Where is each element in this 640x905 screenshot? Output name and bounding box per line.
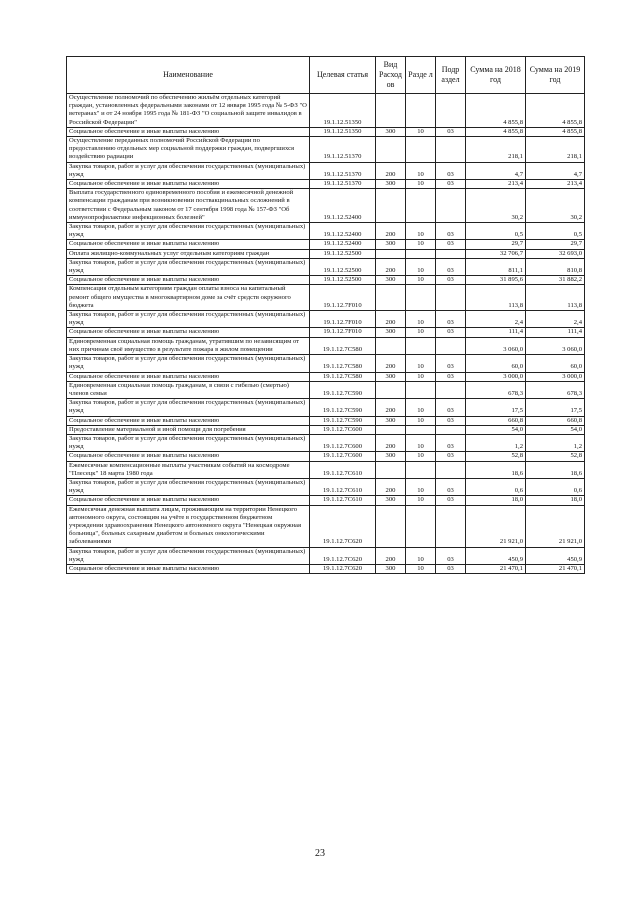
- row-section: 10: [406, 478, 436, 495]
- row-sum-2018: 450,9: [466, 547, 526, 564]
- row-subsection: [436, 285, 466, 311]
- table-row: [67, 547, 585, 564]
- row-sum-2018: 18,6: [466, 461, 526, 478]
- row-subsection: 03: [436, 478, 466, 495]
- table-row: [67, 505, 585, 547]
- row-subsection: 03: [436, 564, 466, 573]
- table-row: [67, 240, 585, 249]
- row-name: Единовременная социальная помощь гражданам, утратившим по независящим от них причинам своё имущество в результате пожара в жилом помещении: [67, 337, 310, 354]
- row-sum-2018: 30,2: [466, 189, 526, 223]
- row-section: [406, 137, 436, 163]
- row-section: [406, 337, 436, 354]
- row-target-code: 19.1.12.7C600: [310, 452, 376, 461]
- row-expense-type: 200: [376, 355, 406, 372]
- row-sum-2018: 811,1: [466, 258, 526, 275]
- row-sum-2019: 111,4: [526, 328, 585, 337]
- row-subsection: 03: [436, 547, 466, 564]
- row-sum-2018: 60,0: [466, 355, 526, 372]
- row-sum-2019: 3 060,0: [526, 337, 585, 354]
- row-expense-type: [376, 137, 406, 163]
- row-sum-2018: 29,7: [466, 240, 526, 249]
- row-sum-2019: 21 921,0: [526, 505, 585, 547]
- row-name: Закупка товаров, работ и услуг для обеспечения государственных (муниципальных) нужд: [67, 547, 310, 564]
- row-expense-type: [376, 381, 406, 398]
- header-target: Целевая статья: [310, 57, 376, 94]
- row-expense-type: 300: [376, 564, 406, 573]
- row-subsection: 03: [436, 399, 466, 416]
- row-subsection: 03: [436, 180, 466, 189]
- table-row: [67, 180, 585, 189]
- row-target-code: 19.1.12.52400: [310, 240, 376, 249]
- row-section: 10: [406, 276, 436, 285]
- row-section: 10: [406, 564, 436, 573]
- row-sum-2019: 52,8: [526, 452, 585, 461]
- row-sum-2019: 4 855,8: [526, 127, 585, 136]
- row-expense-type: [376, 249, 406, 258]
- budget-table: [66, 56, 585, 574]
- row-sum-2019: 17,5: [526, 399, 585, 416]
- table-row: [67, 381, 585, 398]
- row-name: Закупка товаров, работ и услуг для обеспечения государственных (муниципальных) нужд: [67, 399, 310, 416]
- row-subsection: [436, 461, 466, 478]
- row-sum-2019: 678,3: [526, 381, 585, 398]
- row-sum-2018: 52,8: [466, 452, 526, 461]
- row-sum-2019: 31 882,2: [526, 276, 585, 285]
- row-section: [406, 249, 436, 258]
- row-subsection: 03: [436, 328, 466, 337]
- row-section: [406, 285, 436, 311]
- row-section: 10: [406, 355, 436, 372]
- table-row: [67, 189, 585, 223]
- row-target-code: 19.1.12.51370: [310, 162, 376, 179]
- row-sum-2018: 54,0: [466, 425, 526, 434]
- row-target-code: 19.1.12.7C580: [310, 337, 376, 354]
- row-sum-2019: 60,0: [526, 355, 585, 372]
- row-name: Закупка товаров, работ и услуг для обеспечения государственных (муниципальных) нужд: [67, 258, 310, 275]
- row-sum-2019: 54,0: [526, 425, 585, 434]
- row-sum-2018: 218,1: [466, 137, 526, 163]
- row-section: [406, 381, 436, 398]
- row-section: 10: [406, 180, 436, 189]
- row-name: Ежемесячные компенсационные выплаты участникам событий на космодроме "Плесецк" 18 марта 1980 года: [67, 461, 310, 478]
- row-subsection: [436, 425, 466, 434]
- row-subsection: 03: [436, 162, 466, 179]
- row-sum-2018: 3 000,0: [466, 372, 526, 381]
- table-row: [67, 285, 585, 311]
- header-subsection: Подр аздел: [436, 57, 466, 94]
- row-target-code: 19.1.12.52400: [310, 189, 376, 223]
- row-name: Единовременная социальная помощь гражданам, в связи с гибелью (смертью) членов семьи: [67, 381, 310, 398]
- row-expense-type: [376, 285, 406, 311]
- row-target-code: 19.1.12.7C590: [310, 399, 376, 416]
- row-name: Социальное обеспечение и иные выплаты населению: [67, 180, 310, 189]
- row-sum-2018: 32 706,7: [466, 249, 526, 258]
- table-row: [67, 425, 585, 434]
- row-target-code: 19.1.12.51350: [310, 127, 376, 136]
- table-row: [67, 478, 585, 495]
- row-name: Ежемесячная денежная выплата лицам, проживающим на территории Ненецкого автономного округа, состоящим на учёте в государственном бюджетном учреждении здравоохранения Ненецкого автономного округа "Ненецкая окружная больница", больных сахарным диабетом и больных онкологическими заболеваниями: [67, 505, 310, 547]
- row-name: Закупка товаров, работ и услуг для обеспечения государственных (муниципальных) нужд: [67, 434, 310, 451]
- row-expense-type: [376, 337, 406, 354]
- table-row: [67, 337, 585, 354]
- row-sum-2018: 18,0: [466, 496, 526, 505]
- row-section: [406, 461, 436, 478]
- row-section: 10: [406, 162, 436, 179]
- table-row: [67, 434, 585, 451]
- row-subsection: 03: [436, 452, 466, 461]
- table-row: [67, 416, 585, 425]
- row-sum-2018: 3 060,0: [466, 337, 526, 354]
- row-target-code: 19.1.12.7C610: [310, 461, 376, 478]
- row-target-code: 19.1.12.51370: [310, 180, 376, 189]
- row-section: 10: [406, 547, 436, 564]
- row-subsection: [436, 337, 466, 354]
- row-sum-2019: 3 000,0: [526, 372, 585, 381]
- row-subsection: [436, 505, 466, 547]
- row-target-code: 19.1.12.52400: [310, 223, 376, 240]
- table-row: [67, 311, 585, 328]
- table-row: [67, 249, 585, 258]
- row-subsection: 03: [436, 496, 466, 505]
- header-sum-2019: Сумма на 2019 год: [526, 57, 585, 94]
- row-sum-2019: 218,1: [526, 137, 585, 163]
- row-target-code: 19.1.12.51350: [310, 94, 376, 128]
- row-target-code: 19.1.12.7C610: [310, 496, 376, 505]
- row-expense-type: 200: [376, 547, 406, 564]
- row-expense-type: 300: [376, 372, 406, 381]
- row-subsection: 03: [436, 311, 466, 328]
- row-target-code: 19.1.12.7F010: [310, 328, 376, 337]
- row-section: [406, 189, 436, 223]
- row-sum-2018: 21 921,0: [466, 505, 526, 547]
- row-expense-type: 200: [376, 258, 406, 275]
- row-section: 10: [406, 258, 436, 275]
- row-target-code: 19.1.12.51370: [310, 137, 376, 163]
- row-name: Закупка товаров, работ и услуг для обеспечения государственных (муниципальных) нужд: [67, 162, 310, 179]
- row-sum-2019: 18,0: [526, 496, 585, 505]
- table-row: [67, 328, 585, 337]
- table-row: [67, 223, 585, 240]
- row-target-code: 19.1.12.7C590: [310, 381, 376, 398]
- row-sum-2018: 213,4: [466, 180, 526, 189]
- row-subsection: 03: [436, 372, 466, 381]
- table-row: [67, 355, 585, 372]
- table-row: [67, 94, 585, 128]
- table-header-row: [67, 57, 585, 94]
- row-target-code: 19.1.12.7C620: [310, 564, 376, 573]
- row-name: Выплата государственного единовременного пособия и ежемесячной денежной компенсации гражданам при возникновении поствакцинальных осложнений в соответствии с Федеральным законом от 17 сентября 1998 года № 157-ФЗ "Об иммунопрофилактике инфекционных болезней": [67, 189, 310, 223]
- table-row: [67, 564, 585, 573]
- row-sum-2018: 21 470,1: [466, 564, 526, 573]
- row-section: 10: [406, 311, 436, 328]
- row-expense-type: [376, 425, 406, 434]
- row-section: 10: [406, 416, 436, 425]
- row-subsection: [436, 137, 466, 163]
- row-sum-2019: 18,6: [526, 461, 585, 478]
- row-name: Предоставление материальной и иной помощи для погребения: [67, 425, 310, 434]
- row-sum-2018: 0,5: [466, 223, 526, 240]
- row-name: Социальное обеспечение и иные выплаты населению: [67, 372, 310, 381]
- table-row: [67, 276, 585, 285]
- row-name: Осуществление переданных полномочий Российской Федерации по предоставлению отдельных мер социальной поддержки граждан, подвергшихся воздействию радиации: [67, 137, 310, 163]
- row-expense-type: 300: [376, 416, 406, 425]
- row-sum-2018: 113,8: [466, 285, 526, 311]
- table-row: [67, 496, 585, 505]
- row-sum-2019: 0,6: [526, 478, 585, 495]
- row-section: 10: [406, 372, 436, 381]
- row-sum-2018: 678,3: [466, 381, 526, 398]
- row-expense-type: 300: [376, 127, 406, 136]
- row-section: 10: [406, 127, 436, 136]
- header-expense-type: Вид Расход ов: [376, 57, 406, 94]
- row-name: Социальное обеспечение и иные выплаты населению: [67, 240, 310, 249]
- row-target-code: 19.1.12.7C600: [310, 425, 376, 434]
- row-expense-type: 300: [376, 180, 406, 189]
- row-sum-2019: 29,7: [526, 240, 585, 249]
- row-sum-2018: 17,5: [466, 399, 526, 416]
- row-target-code: 19.1.12.7C580: [310, 372, 376, 381]
- row-sum-2018: 31 895,6: [466, 276, 526, 285]
- page-number: 23: [315, 848, 325, 859]
- row-expense-type: 200: [376, 478, 406, 495]
- row-name: Социальное обеспечение и иные выплаты населению: [67, 416, 310, 425]
- row-target-code: 19.1.12.7C620: [310, 505, 376, 547]
- row-sum-2019: 32 693,0: [526, 249, 585, 258]
- row-subsection: [436, 94, 466, 128]
- row-subsection: 03: [436, 223, 466, 240]
- row-subsection: [436, 189, 466, 223]
- row-sum-2019: 113,8: [526, 285, 585, 311]
- row-expense-type: 300: [376, 276, 406, 285]
- row-expense-type: 200: [376, 311, 406, 328]
- row-name: Закупка товаров, работ и услуг для обеспечения государственных (муниципальных) нужд: [67, 355, 310, 372]
- table-row: [67, 399, 585, 416]
- header-section: Разде л: [406, 57, 436, 94]
- row-expense-type: 200: [376, 162, 406, 179]
- row-expense-type: 300: [376, 452, 406, 461]
- row-target-code: 19.1.12.52500: [310, 276, 376, 285]
- row-section: 10: [406, 399, 436, 416]
- row-sum-2018: 1,2: [466, 434, 526, 451]
- row-subsection: 03: [436, 240, 466, 249]
- row-name: Социальное обеспечение и иные выплаты населению: [67, 127, 310, 136]
- row-target-code: 19.1.12.7C600: [310, 434, 376, 451]
- row-target-code: 19.1.12.7C620: [310, 547, 376, 564]
- row-expense-type: 300: [376, 240, 406, 249]
- row-section: [406, 425, 436, 434]
- row-subsection: 03: [436, 434, 466, 451]
- table-row: [67, 127, 585, 136]
- row-sum-2018: 4 855,8: [466, 127, 526, 136]
- table-row: [67, 162, 585, 179]
- row-subsection: 03: [436, 127, 466, 136]
- row-expense-type: 200: [376, 399, 406, 416]
- row-sum-2018: 0,6: [466, 478, 526, 495]
- row-expense-type: [376, 94, 406, 128]
- row-subsection: 03: [436, 355, 466, 372]
- row-section: [406, 505, 436, 547]
- row-name: Закупка товаров, работ и услуг для обеспечения государственных (муниципальных) нужд: [67, 223, 310, 240]
- table-row: [67, 461, 585, 478]
- row-subsection: [436, 381, 466, 398]
- row-sum-2018: 111,4: [466, 328, 526, 337]
- row-name: Социальное обеспечение и иные выплаты населению: [67, 276, 310, 285]
- row-sum-2018: 4,7: [466, 162, 526, 179]
- row-expense-type: 200: [376, 223, 406, 240]
- row-name: Закупка товаров, работ и услуг для обеспечения государственных (муниципальных) нужд: [67, 311, 310, 328]
- header-sum-2018: Сумма на 2018 год: [466, 57, 526, 94]
- row-target-code: 19.1.12.7C610: [310, 478, 376, 495]
- row-name: Оплата жилищно-коммунальных услуг отдельным категориям граждан: [67, 249, 310, 258]
- row-section: 10: [406, 240, 436, 249]
- row-sum-2019: 450,9: [526, 547, 585, 564]
- row-sum-2019: 4 855,8: [526, 94, 585, 128]
- row-sum-2019: 21 470,1: [526, 564, 585, 573]
- row-name: Социальное обеспечение и иные выплаты населению: [67, 328, 310, 337]
- table-row: [67, 137, 585, 163]
- row-expense-type: 300: [376, 496, 406, 505]
- row-section: 10: [406, 452, 436, 461]
- table-row: [67, 452, 585, 461]
- row-name: Осуществление полномочий по обеспечению жильём отдельных категорий граждан, установленных федеральными законами от 12 января 1995 года № 5-ФЗ "О ветеранах" и от 24 ноября 1995 года № 181-ФЗ "О социальной защите инвалидов в Российской Федерации": [67, 94, 310, 128]
- row-subsection: 03: [436, 276, 466, 285]
- row-expense-type: [376, 189, 406, 223]
- row-expense-type: [376, 461, 406, 478]
- row-target-code: 19.1.12.7F010: [310, 285, 376, 311]
- row-name: Закупка товаров, работ и услуг для обеспечения государственных (муниципальных) нужд: [67, 478, 310, 495]
- row-target-code: 19.1.12.7C580: [310, 355, 376, 372]
- row-sum-2019: 30,2: [526, 189, 585, 223]
- row-target-code: 19.1.12.7C590: [310, 416, 376, 425]
- row-expense-type: 200: [376, 434, 406, 451]
- row-sum-2019: 660,8: [526, 416, 585, 425]
- row-expense-type: [376, 505, 406, 547]
- row-expense-type: 300: [376, 328, 406, 337]
- row-sum-2019: 0,5: [526, 223, 585, 240]
- row-sum-2019: 2,4: [526, 311, 585, 328]
- table-row: [67, 258, 585, 275]
- row-name: Социальное обеспечение и иные выплаты населению: [67, 496, 310, 505]
- row-section: 10: [406, 328, 436, 337]
- row-target-code: 19.1.12.52500: [310, 249, 376, 258]
- row-subsection: [436, 249, 466, 258]
- row-section: [406, 94, 436, 128]
- row-name: Компенсация отдельным категориям граждан оплаты взноса на капитальный ремонт общего имущества в многоквартирном доме за счёт средств окружного бюджета: [67, 285, 310, 311]
- row-section: 10: [406, 496, 436, 505]
- row-section: 10: [406, 434, 436, 451]
- row-sum-2018: 660,8: [466, 416, 526, 425]
- row-subsection: 03: [436, 416, 466, 425]
- header-name: Наименование: [67, 57, 310, 94]
- row-sum-2018: 4 855,8: [466, 94, 526, 128]
- row-sum-2019: 1,2: [526, 434, 585, 451]
- row-name: Социальное обеспечение и иные выплаты населению: [67, 452, 310, 461]
- row-sum-2019: 4,7: [526, 162, 585, 179]
- table-row: [67, 372, 585, 381]
- row-subsection: 03: [436, 258, 466, 275]
- row-sum-2018: 2,4: [466, 311, 526, 328]
- row-target-code: 19.1.12.7F010: [310, 311, 376, 328]
- row-target-code: 19.1.12.52500: [310, 258, 376, 275]
- row-sum-2019: 810,8: [526, 258, 585, 275]
- row-sum-2019: 213,4: [526, 180, 585, 189]
- row-name: Социальное обеспечение и иные выплаты населению: [67, 564, 310, 573]
- row-section: 10: [406, 223, 436, 240]
